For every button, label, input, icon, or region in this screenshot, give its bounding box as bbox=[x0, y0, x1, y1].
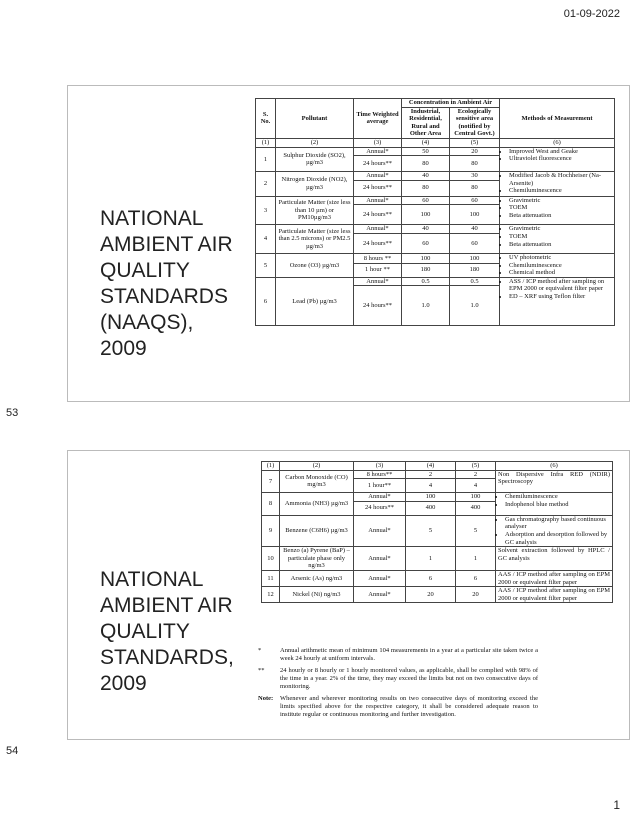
pollutant-cell: Particulate Matter (size less than 2.5 microns) or PM2.5 µg/m3 bbox=[276, 225, 354, 254]
pollutant-cell: Particulate Matter (size less than 10 µm) or PM10µg/m3 bbox=[276, 196, 354, 225]
naaqs-table-part1 bbox=[255, 98, 615, 326]
pollutant-cell: Carbon Monoxide (CO) mg/m3 bbox=[280, 470, 354, 493]
col-number-row bbox=[256, 138, 615, 147]
table-row bbox=[256, 253, 615, 263]
sno-cell: 12 bbox=[262, 587, 280, 603]
col-number: (5) bbox=[450, 138, 500, 147]
slide-54 bbox=[67, 450, 630, 740]
time-cell: 24 hours** bbox=[354, 205, 402, 225]
col-number: (4) bbox=[402, 138, 450, 147]
eco-cell: 80 bbox=[450, 156, 500, 172]
col-number: (3) bbox=[354, 462, 406, 471]
eco-cell: 60 bbox=[450, 233, 500, 253]
table-row bbox=[262, 515, 613, 546]
time-cell: Annual* bbox=[354, 225, 402, 234]
method-item: • UV photometric bbox=[509, 254, 612, 262]
footnote bbox=[258, 695, 538, 719]
col-number: (1) bbox=[262, 462, 280, 471]
method-item: • Chemiluminescence bbox=[509, 262, 612, 270]
methods-cell bbox=[500, 196, 615, 225]
col-header-pollutant: Pollutant bbox=[276, 99, 354, 139]
table-row bbox=[262, 493, 613, 502]
table-row bbox=[256, 277, 615, 286]
pollutant-cell: Nitrogen Dioxide (NO2), µg/m3 bbox=[276, 172, 354, 197]
col-number: (6) bbox=[496, 462, 613, 471]
title-line: AMBIENT AIR bbox=[100, 594, 233, 617]
time-cell: 8 hours ** bbox=[354, 253, 402, 263]
method-item: • Chemiluminescence bbox=[509, 187, 612, 195]
eco-cell: 100 bbox=[450, 205, 500, 225]
method-item: • Ultraviolet fluorescence bbox=[509, 155, 612, 163]
method-item: • Chemiluminescence bbox=[505, 493, 610, 501]
sno-cell: 11 bbox=[262, 570, 280, 586]
industrial-cell: 2 bbox=[406, 470, 456, 479]
title-line: QUALITY bbox=[100, 259, 190, 282]
industrial-cell: 5 bbox=[406, 515, 456, 546]
time-cell: Annual* bbox=[354, 547, 406, 571]
col-number: (4) bbox=[406, 462, 456, 471]
methods-cell bbox=[496, 515, 613, 546]
eco-cell: 5 bbox=[456, 515, 496, 546]
footnote bbox=[258, 647, 538, 663]
pollutant-cell: Ammonia (NH3) µg/m3 bbox=[280, 493, 354, 516]
footnote-text: Annual arithmetic mean of minimum 104 measurements in a year at a particular site taken twice a week 24 hourly at uniform intervals. bbox=[280, 647, 538, 662]
pollutant-cell: Sulphur Dioxide (SO2), µg/m3 bbox=[276, 147, 354, 172]
title-line: QUALITY bbox=[100, 620, 190, 643]
eco-cell: 100 bbox=[450, 253, 500, 263]
industrial-cell: 100 bbox=[402, 253, 450, 263]
pollutant-cell: Ozone (O3) µg/m3 bbox=[276, 253, 354, 277]
eco-cell: 0.5 bbox=[450, 277, 500, 286]
table-row bbox=[262, 470, 613, 479]
time-cell: 24 hours** bbox=[354, 180, 402, 196]
table-row bbox=[256, 225, 615, 234]
eco-cell: 20 bbox=[456, 587, 496, 603]
industrial-cell: 100 bbox=[406, 493, 456, 502]
eco-cell: 6 bbox=[456, 570, 496, 586]
method-item: • Indophenol blue method bbox=[505, 501, 610, 509]
eco-cell: 2 bbox=[456, 470, 496, 479]
eco-cell: 1.0 bbox=[450, 286, 500, 326]
industrial-cell: 80 bbox=[402, 156, 450, 172]
sno-cell: 3 bbox=[256, 196, 276, 225]
method-item: • TOEM bbox=[509, 204, 612, 212]
title-line: STANDARDS bbox=[100, 285, 228, 308]
method-item: • Gravimetric bbox=[509, 197, 612, 205]
methods-cell: AAS / ICP method after sampling on EPM 2000 or equivalent filter paper bbox=[496, 570, 613, 586]
eco-cell: 100 bbox=[456, 493, 496, 502]
footnote-text: 24 hourly or 8 hourly or 1 hourly monitored values, as applicable, shall be complied with 98% of the time in a year. 2% of the time, they may exceed the limits but not on two consecutive days of monitoring. bbox=[280, 667, 538, 690]
eco-cell: 180 bbox=[450, 263, 500, 277]
footnote-marker: Note: bbox=[258, 695, 274, 702]
footnote-marker: ** bbox=[258, 667, 265, 674]
col-number: (2) bbox=[276, 138, 354, 147]
industrial-cell: 60 bbox=[402, 233, 450, 253]
methods-cell bbox=[500, 225, 615, 254]
pollutant-cell: Benzene (C6H6) µg/m3 bbox=[280, 515, 354, 546]
slide-53 bbox=[67, 85, 630, 402]
table-row bbox=[256, 196, 615, 205]
naaqs-table-part2 bbox=[261, 461, 613, 603]
industrial-cell: 40 bbox=[402, 225, 450, 234]
sno-cell: 2 bbox=[256, 172, 276, 197]
method-item: • TOEM bbox=[509, 233, 612, 241]
method-item: • Improved West and Geake bbox=[509, 148, 612, 156]
time-cell: Annual* bbox=[354, 147, 402, 156]
eco-cell: 40 bbox=[450, 225, 500, 234]
col-header-ecological: Ecologically sensitive area (notified by Central Govt.) bbox=[450, 107, 500, 138]
eco-cell: 30 bbox=[450, 172, 500, 181]
title-line: NATIONAL bbox=[100, 207, 204, 230]
table-row bbox=[262, 587, 613, 603]
sno-cell: 1 bbox=[256, 147, 276, 172]
time-cell: Annual* bbox=[354, 515, 406, 546]
col-number: (3) bbox=[354, 138, 402, 147]
method-item: • ASS / ICP method after sampling on EPM 2000 or equivalent filter paper bbox=[509, 278, 612, 293]
sno-cell: 8 bbox=[262, 493, 280, 516]
table-row bbox=[256, 147, 615, 156]
time-cell: Annual* bbox=[354, 587, 406, 603]
col-number: (6) bbox=[500, 138, 615, 147]
industrial-cell: 100 bbox=[402, 205, 450, 225]
time-cell: 24 hours** bbox=[354, 233, 402, 253]
methods-cell bbox=[500, 277, 615, 326]
time-cell: Annual* bbox=[354, 196, 402, 205]
time-cell: Annual* bbox=[354, 277, 402, 286]
footnote-text: Whenever and wherever monitoring results on two consecutive days of monitoring exceed the limits specified above for the respective category, it shall be considered adequate reason to institute regular or continuous monitoring and further investigation. bbox=[280, 695, 538, 718]
time-cell: Annual* bbox=[354, 493, 406, 502]
eco-cell: 400 bbox=[456, 501, 496, 515]
methods-cell: Non Dispersive Infra RED (NDIR) Spectroscopy bbox=[496, 470, 613, 493]
sno-cell: 5 bbox=[256, 253, 276, 277]
industrial-cell: 20 bbox=[406, 587, 456, 603]
time-cell: Annual* bbox=[354, 570, 406, 586]
methods-cell bbox=[500, 172, 615, 197]
sno-cell: 7 bbox=[262, 470, 280, 493]
slide-title bbox=[100, 206, 233, 362]
time-cell: 24 hours** bbox=[354, 501, 406, 515]
table-row bbox=[256, 172, 615, 181]
industrial-cell: 50 bbox=[402, 147, 450, 156]
eco-cell: 20 bbox=[450, 147, 500, 156]
col-number: (2) bbox=[280, 462, 354, 471]
time-cell: 8 hours** bbox=[354, 470, 406, 479]
title-line: AMBIENT AIR bbox=[100, 233, 233, 256]
title-line: (NAAQS), bbox=[100, 311, 194, 334]
eco-cell: 60 bbox=[450, 196, 500, 205]
header-row bbox=[256, 99, 615, 108]
col-number-row bbox=[262, 462, 613, 471]
col-header-twa: Time Weighted average bbox=[354, 99, 402, 139]
method-item: • ED – XRF using Teflon filter bbox=[509, 293, 612, 301]
eco-cell: 4 bbox=[456, 479, 496, 493]
industrial-cell: 40 bbox=[402, 172, 450, 181]
title-line: STANDARDS, bbox=[100, 646, 234, 669]
slide-number: 53 bbox=[6, 407, 19, 419]
method-item: • Beta attenuation bbox=[509, 212, 612, 220]
pollutant-cell: Nickel (Ni) ng/m3 bbox=[280, 587, 354, 603]
method-item: • Gas chromatography based continuous analyser bbox=[505, 516, 610, 531]
col-header-sno: S. No. bbox=[256, 99, 276, 139]
slide-number: 54 bbox=[6, 745, 19, 757]
industrial-cell: 4 bbox=[406, 479, 456, 493]
methods-cell: Solvent extraction followed by HPLC / GC analysis bbox=[496, 547, 613, 571]
footnotes bbox=[258, 647, 538, 723]
pollutant-cell: Benzo (a) Pyrene (BaP) – particulate phase only ng/m3 bbox=[280, 547, 354, 571]
time-cell: 24 hours** bbox=[354, 156, 402, 172]
sno-cell: 9 bbox=[262, 515, 280, 546]
footnote-marker: * bbox=[258, 647, 262, 654]
col-header-concentration: Concentration in Ambient Air bbox=[402, 99, 500, 108]
header-date: 01-09-2022 bbox=[563, 8, 620, 20]
industrial-cell: 1.0 bbox=[402, 286, 450, 326]
col-header-industrial: Industrial, Residential, Rural and Other Area bbox=[402, 107, 450, 138]
col-number: (5) bbox=[456, 462, 496, 471]
sno-cell: 4 bbox=[256, 225, 276, 254]
col-header-methods: Methods of Measurement bbox=[500, 99, 615, 139]
table-row bbox=[262, 547, 613, 571]
methods-cell bbox=[500, 253, 615, 277]
industrial-cell: 6 bbox=[406, 570, 456, 586]
title-line: 2009 bbox=[100, 672, 147, 695]
method-item: • Chemical method bbox=[509, 269, 612, 277]
industrial-cell: 180 bbox=[402, 263, 450, 277]
time-cell: Annual* bbox=[354, 172, 402, 181]
time-cell: 24 hours** bbox=[354, 286, 402, 326]
methods-cell: AAS / ICP method after sampling on EPM 2000 or equivalent filter paper bbox=[496, 587, 613, 603]
footnote bbox=[258, 667, 538, 691]
slide-title bbox=[100, 567, 234, 697]
page-number: 1 bbox=[613, 798, 620, 812]
eco-cell: 80 bbox=[450, 180, 500, 196]
method-item: • Beta attenuation bbox=[509, 241, 612, 249]
col-number: (1) bbox=[256, 138, 276, 147]
title-line: NATIONAL bbox=[100, 568, 204, 591]
method-item: • Gravimetric bbox=[509, 225, 612, 233]
pollutant-cell: Arsenic (As) ng/m3 bbox=[280, 570, 354, 586]
time-cell: 1 hour** bbox=[354, 479, 406, 493]
sno-cell: 10 bbox=[262, 547, 280, 571]
title-line: 2009 bbox=[100, 337, 147, 360]
method-item: • Modified Jacob & Hochheiser (Na-Arsenite) bbox=[509, 172, 612, 187]
time-cell: 1 hour ** bbox=[354, 263, 402, 277]
methods-cell bbox=[500, 147, 615, 172]
industrial-cell: 60 bbox=[402, 196, 450, 205]
industrial-cell: 1 bbox=[406, 547, 456, 571]
methods-cell bbox=[496, 493, 613, 516]
method-item: • Adsorption and desorption followed by GC analysis bbox=[505, 531, 610, 546]
sno-cell: 6 bbox=[256, 277, 276, 326]
industrial-cell: 400 bbox=[406, 501, 456, 515]
table-row bbox=[262, 570, 613, 586]
industrial-cell: 0.5 bbox=[402, 277, 450, 286]
eco-cell: 1 bbox=[456, 547, 496, 571]
pollutant-cell: Lead (Pb) µg/m3 bbox=[276, 277, 354, 326]
industrial-cell: 80 bbox=[402, 180, 450, 196]
